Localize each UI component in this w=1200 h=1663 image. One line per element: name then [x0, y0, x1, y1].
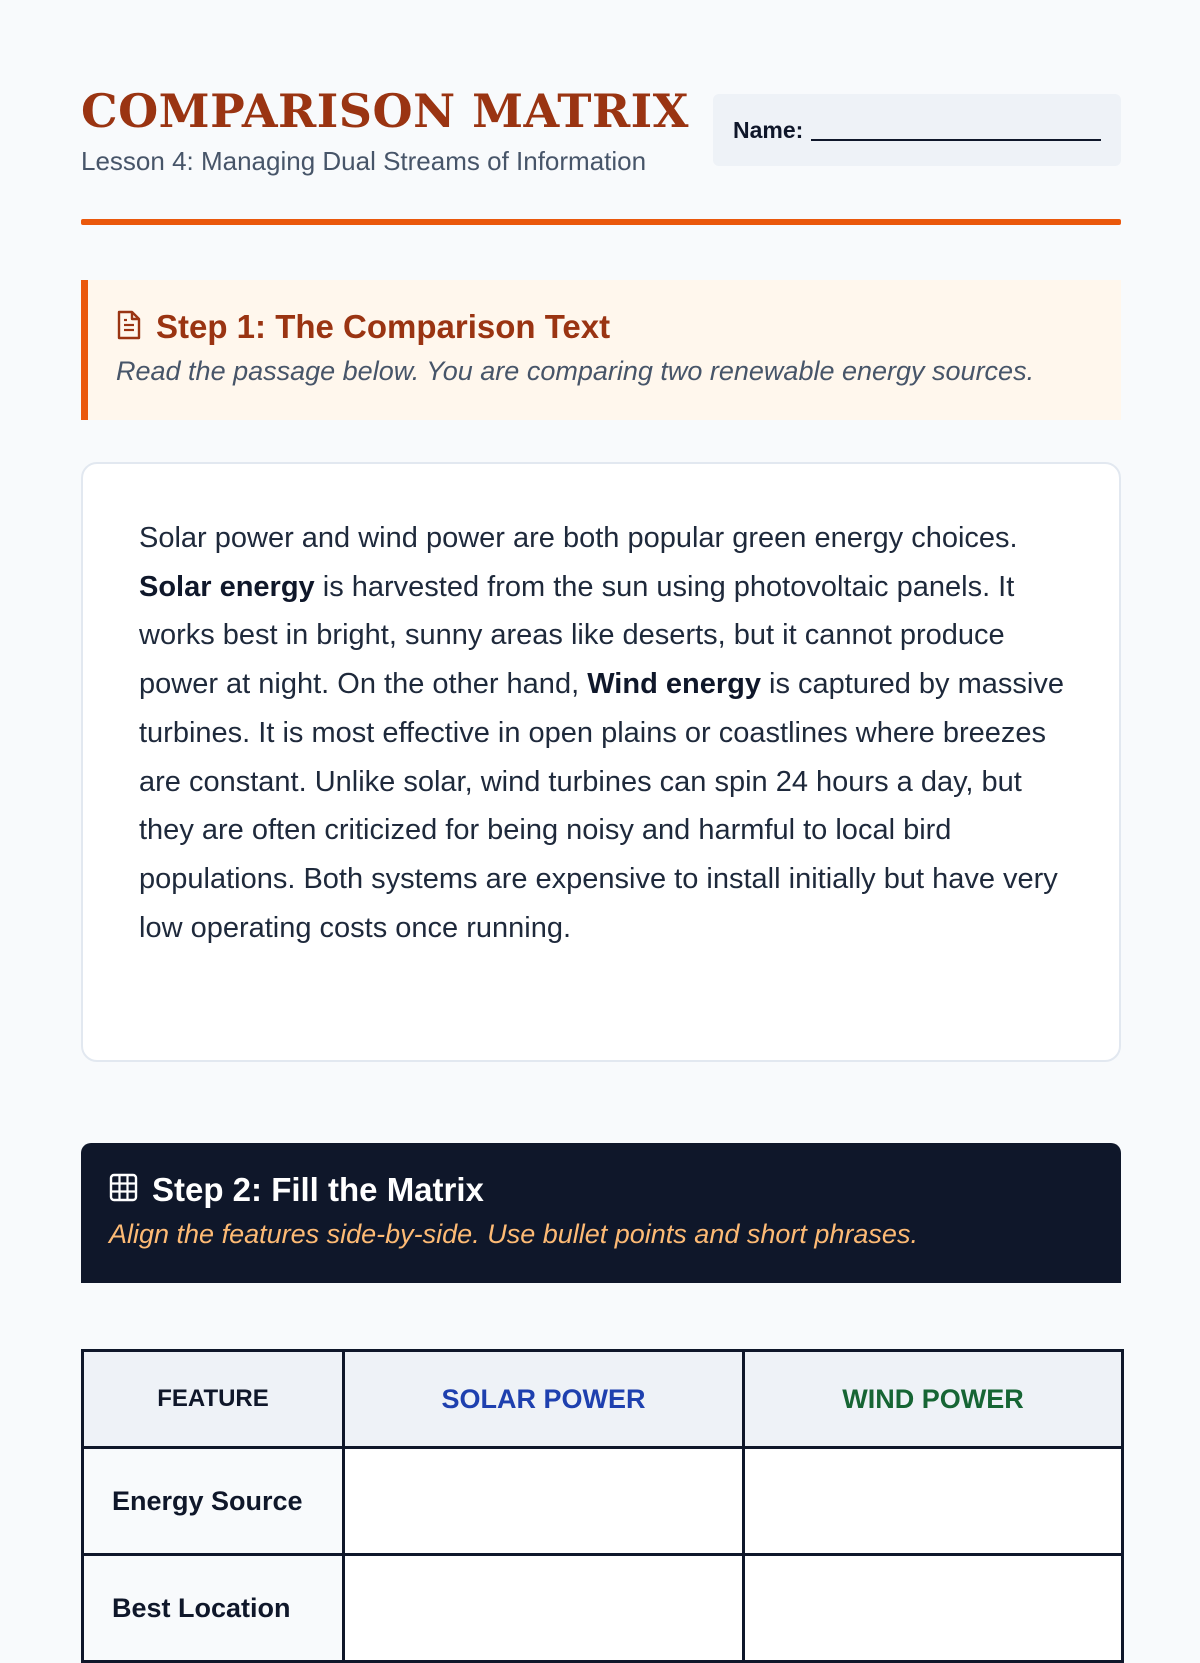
header-wind-power: WIND POWER — [744, 1351, 1123, 1448]
passage-part2: is harvested from the sun using photovoltaic panels. It works best in bright, sunny areas like deserts, but it cannot produce power at night. On the other hand, — [139, 570, 1015, 701]
step2-banner — [81, 1143, 1121, 1283]
passage-text — [139, 514, 1065, 952]
step1-description: Read the passage below. You are comparing two renewable energy sources. — [116, 356, 1035, 386]
passage-term-wind: Wind energy — [587, 668, 761, 701]
solar-energy-source-cell[interactable] — [344, 1448, 744, 1555]
wind-energy-source-cell[interactable] — [744, 1448, 1123, 1555]
worksheet-page — [81, 0, 1121, 1623]
comparison-matrix-table — [81, 1349, 1124, 1663]
table-row — [83, 1555, 1123, 1662]
header-divider — [81, 219, 1121, 225]
name-label: Name: — [733, 116, 804, 143]
passage-part3: is captured by massive turbines. It is most effective in open plains or coastlines where breezes are constant. Unlike solar, wind turbines can spin 24 hours a day, but they are often criticized for being noisy and harmful to local bird populations. Both systems are expensive to install initially but have very low operating costs once running. — [139, 668, 1064, 944]
row-label-energy-source: Energy Source — [83, 1448, 344, 1555]
name-field-box — [713, 94, 1121, 166]
step2-description: Align the features side-by-side. Use bullet points and short phrases. — [109, 1219, 918, 1249]
step1-callout — [81, 280, 1121, 420]
wind-best-location-cell[interactable] — [744, 1555, 1123, 1662]
step1-title: Step 1: The Comparison Text — [156, 308, 611, 345]
header-solar-power: SOLAR POWER — [344, 1351, 744, 1448]
document-icon — [116, 310, 142, 345]
table-row — [83, 1448, 1123, 1555]
matrix-header-row — [83, 1351, 1123, 1448]
table-grid-icon — [109, 1173, 138, 1207]
name-input-line[interactable] — [811, 119, 1101, 141]
passage-part1: Solar power and wind power are both popular green energy choices. — [139, 522, 1018, 554]
step2-title: Step 2: Fill the Matrix — [152, 1171, 484, 1208]
solar-best-location-cell[interactable] — [344, 1555, 744, 1662]
passage-term-solar: Solar energy — [139, 570, 315, 603]
page-title: COMPARISON MATRIX — [81, 84, 689, 138]
lesson-subtitle: Lesson 4: Managing Dual Streams of Information — [81, 146, 647, 176]
passage-card — [81, 462, 1121, 1062]
worksheet-header — [81, 0, 1121, 230]
row-label-best-location: Best Location — [83, 1555, 344, 1662]
header-feature: FEATURE — [83, 1351, 344, 1448]
